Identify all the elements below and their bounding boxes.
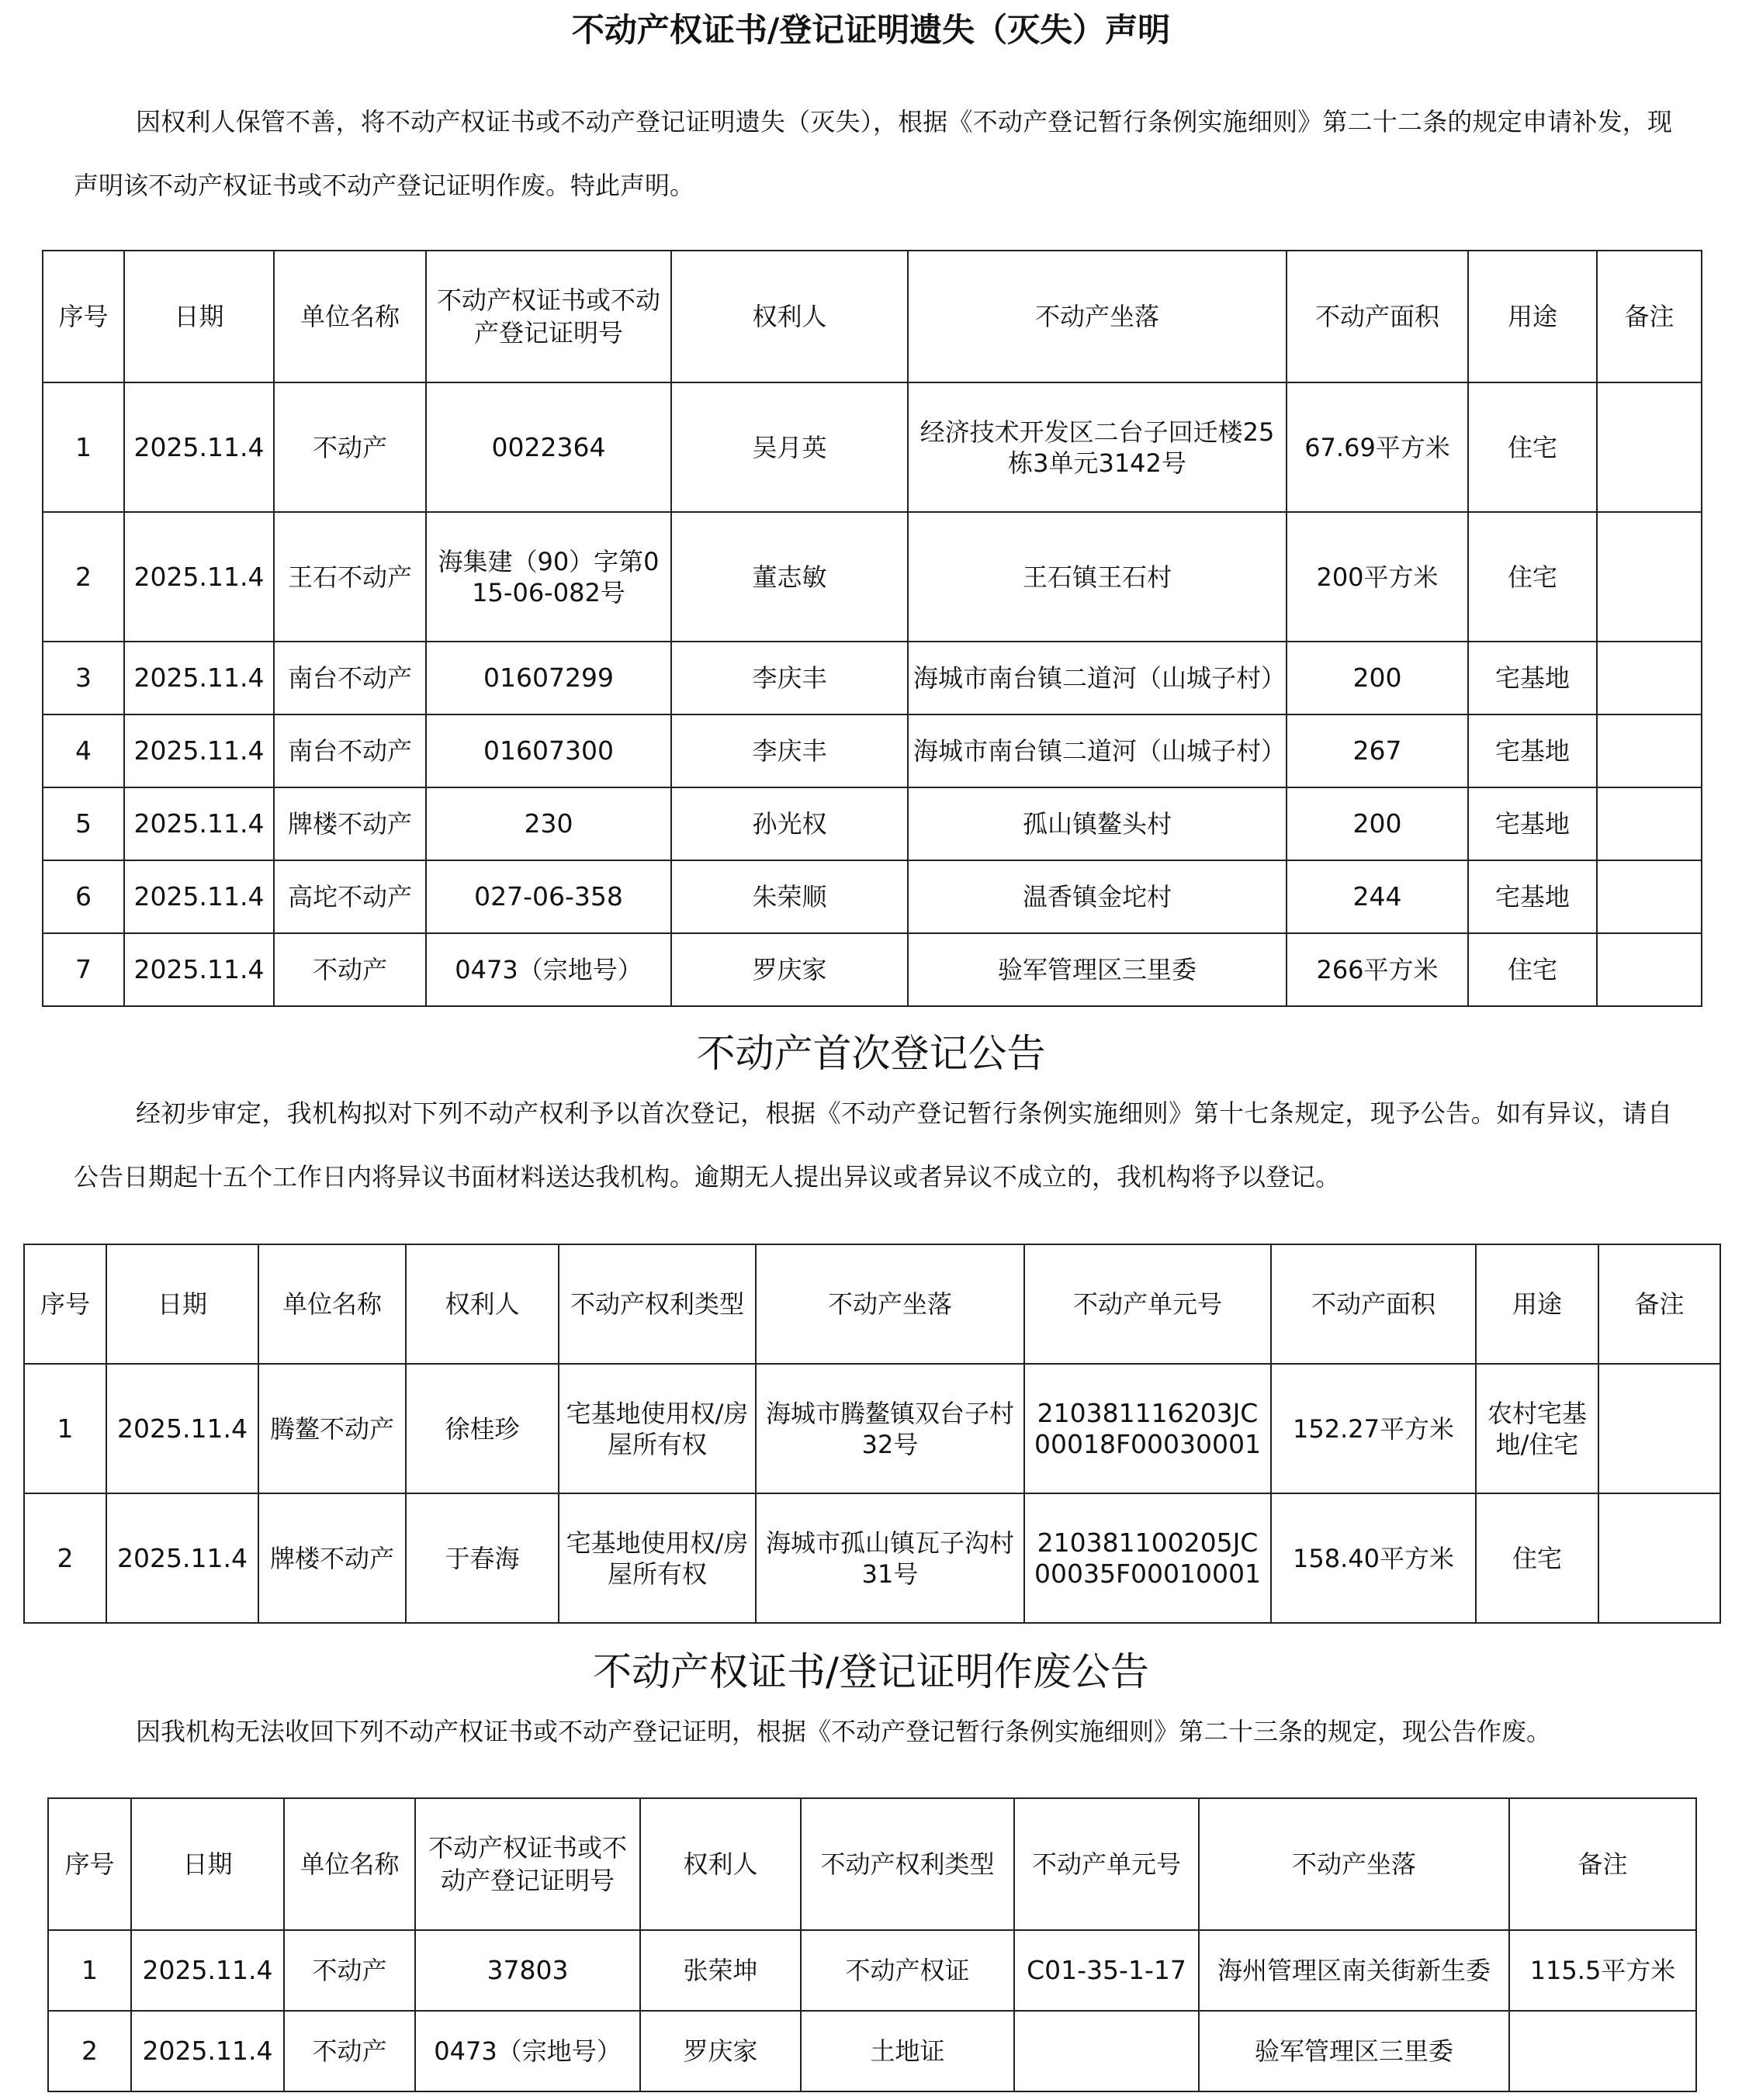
table-cell: 2025.11.4: [124, 642, 274, 714]
table-row: [43, 933, 1702, 1006]
table-row: [43, 714, 1702, 787]
header-cell: 不动产权利类型: [559, 1244, 756, 1364]
table-cell: 2025.11.4: [106, 1364, 258, 1493]
void-certificate-table: [47, 1797, 1697, 2092]
table-cell: 海城市南台镇二道河（山城子村）: [908, 714, 1287, 787]
table-cell: 温香镇金坨村: [908, 860, 1287, 933]
header-cell: 序号: [48, 1798, 131, 1930]
table-cell: 2025.11.4: [106, 1493, 258, 1623]
header-cell: 不动产坐落: [1199, 1798, 1509, 1930]
table-cell: 2025.11.4: [131, 2011, 284, 2091]
table-cell: 牌楼不动产: [258, 1493, 406, 1623]
table-cell: 2: [43, 512, 124, 642]
table-cell: 高坨不动产: [274, 860, 426, 933]
header-cell: 不动产单元号: [1014, 1798, 1199, 1930]
table-row: [43, 512, 1702, 642]
table-cell: 200: [1287, 642, 1468, 714]
table-cell: 海集建（90）字第015-06-082号: [426, 512, 671, 642]
table-cell: 王石镇王石村: [908, 512, 1287, 642]
table-cell: 2025.11.4: [124, 787, 274, 860]
table-cell: 2025.11.4: [124, 860, 274, 933]
table-cell: 2025.11.4: [124, 512, 274, 642]
table-cell: 罗庆家: [640, 2011, 801, 2091]
table-cell: [1597, 714, 1702, 787]
table-cell: 验军管理区三里委: [908, 933, 1287, 1006]
header-cell: 不动产权证书或不动产登记证明号: [415, 1798, 640, 1930]
table-row: [24, 1493, 1720, 1623]
table-header-row: [24, 1244, 1720, 1364]
first-registration-table: [23, 1244, 1721, 1624]
table-cell: 不动产: [284, 1930, 415, 2011]
table-cell: 宅基地: [1468, 860, 1597, 933]
table-cell: 0473（宗地号）: [426, 933, 671, 1006]
section1-paragraph: 因权利人保管不善，将不动产权证书或不动产登记证明遗失（灭失），根据《不动产登记暂行条例实施细则》第二十二条的规定申请补发，现声明该不动产权证书或不动产登记证明作废。特此声明。: [74, 107, 1672, 200]
table-cell: 67.69平方米: [1287, 382, 1468, 512]
lost-certificate-table: [42, 250, 1702, 1007]
table-cell: 152.27平方米: [1271, 1364, 1476, 1493]
table-cell: 住宅: [1468, 933, 1597, 1006]
table-cell: 经济技术开发区二台子回迁楼25栋3单元3142号: [908, 382, 1287, 512]
table-cell: 孙光权: [671, 787, 908, 860]
table-cell: 0022364: [426, 382, 671, 512]
table-cell: 朱荣顺: [671, 860, 908, 933]
table-cell: 海城市腾鳌镇双台子村32号: [756, 1364, 1024, 1493]
table-cell: 宅基地: [1468, 714, 1597, 787]
table-cell: 宅基地: [1468, 642, 1597, 714]
table-row: [43, 642, 1702, 714]
section1-title: 不动产权证书/登记证明遗失（灭失）声明: [571, 11, 1171, 49]
table-cell: [1597, 382, 1702, 512]
table-cell: 1: [24, 1364, 106, 1493]
table-cell: [1598, 1364, 1720, 1493]
table-row: [43, 787, 1702, 860]
header-cell: 备注: [1597, 251, 1702, 382]
table-cell: 37803: [415, 1930, 640, 2011]
table-cell: 244: [1287, 860, 1468, 933]
table-cell: 南台不动产: [274, 642, 426, 714]
table-cell: 吴月英: [671, 382, 908, 512]
table-cell: 2: [48, 2011, 131, 2091]
table-cell: 267: [1287, 714, 1468, 787]
table-cell: 01607299: [426, 642, 671, 714]
table-cell: 孤山镇鳌头村: [908, 787, 1287, 860]
table-cell: 海州管理区南关街新生委: [1199, 1930, 1509, 2011]
table-cell: 230: [426, 787, 671, 860]
table-cell: 1: [43, 382, 124, 512]
table-cell: 住宅: [1468, 512, 1597, 642]
header-cell: 序号: [24, 1244, 106, 1364]
table-cell: [1509, 2011, 1696, 2091]
table-cell: 验军管理区三里委: [1199, 2011, 1509, 2091]
header-cell: 权利人: [640, 1798, 801, 1930]
table-cell: 115.5平方米: [1509, 1930, 1696, 2011]
section3-paragraph: 因我机构无法收回下列不动产权证书或不动产登记证明，根据《不动产登记暂行条例实施细则》第二十三条的规定，现公告作废。: [136, 1717, 1552, 1746]
header-cell: 权利人: [406, 1244, 559, 1364]
table-cell: C01-35-1-17: [1014, 1930, 1199, 2011]
table-cell: 027-06-358: [426, 860, 671, 933]
table-cell: 不动产: [274, 382, 426, 512]
table-cell: 不动产: [284, 2011, 415, 2091]
header-cell: 不动产权证书或不动产登记证明号: [426, 251, 671, 382]
table-cell: 不动产: [274, 933, 426, 1006]
table-cell: [1598, 1493, 1720, 1623]
table-cell: 于春海: [406, 1493, 559, 1623]
table-cell: 200: [1287, 787, 1468, 860]
table-row: [48, 1930, 1696, 2011]
table-cell: 李庆丰: [671, 714, 908, 787]
table-header-row: [43, 251, 1702, 382]
table-cell: 2: [24, 1493, 106, 1623]
table-cell: 266平方米: [1287, 933, 1468, 1006]
table-cell: 宅基地: [1468, 787, 1597, 860]
table-cell: 腾鳌不动产: [258, 1364, 406, 1493]
header-cell: 单位名称: [284, 1798, 415, 1930]
table-cell: 海城市孤山镇瓦子沟村31号: [756, 1493, 1024, 1623]
table-row: [24, 1364, 1720, 1493]
table-cell: 土地证: [801, 2011, 1014, 2091]
table-cell: 农村宅基地/住宅: [1476, 1364, 1598, 1493]
table-cell: 牌楼不动产: [274, 787, 426, 860]
table-cell: [1597, 933, 1702, 1006]
table-cell: [1597, 512, 1702, 642]
table-cell: 2025.11.4: [124, 382, 274, 512]
table-cell: 2025.11.4: [131, 1930, 284, 2011]
header-cell: 不动产坐落: [908, 251, 1287, 382]
table-cell: 宅基地使用权/房屋所有权: [559, 1364, 756, 1493]
table-row: [48, 2011, 1696, 2091]
table-cell: 宅基地使用权/房屋所有权: [559, 1493, 756, 1623]
header-cell: 日期: [106, 1244, 258, 1364]
header-cell: 不动产单元号: [1024, 1244, 1271, 1364]
table-cell: 6: [43, 860, 124, 933]
table-cell: 0473（宗地号）: [415, 2011, 640, 2091]
section3-title: 不动产权证书/登记证明作废公告: [593, 1649, 1149, 1694]
table-cell: 南台不动产: [274, 714, 426, 787]
table-header-row: [48, 1798, 1696, 1930]
table-cell: 2025.11.4: [124, 933, 274, 1006]
table-cell: 210381100205JC00035F00010001: [1024, 1493, 1271, 1623]
table-cell: 海城市南台镇二道河（山城子村）: [908, 642, 1287, 714]
header-cell: 日期: [124, 251, 274, 382]
header-cell: 不动产权利类型: [801, 1798, 1014, 1930]
header-cell: 备注: [1598, 1244, 1720, 1364]
header-cell: 权利人: [671, 251, 908, 382]
table-cell: [1597, 787, 1702, 860]
header-cell: 序号: [43, 251, 124, 382]
header-cell: 用途: [1468, 251, 1597, 382]
table-cell: 王石不动产: [274, 512, 426, 642]
table-cell: [1597, 860, 1702, 933]
header-cell: 不动产面积: [1287, 251, 1468, 382]
table-cell: [1597, 642, 1702, 714]
table-row: [43, 382, 1702, 512]
header-cell: 不动产坐落: [756, 1244, 1024, 1364]
table-cell: 4: [43, 714, 124, 787]
table-cell: 住宅: [1476, 1493, 1598, 1623]
table-cell: 徐桂珍: [406, 1364, 559, 1493]
header-cell: 不动产面积: [1271, 1244, 1476, 1364]
table-cell: 不动产权证: [801, 1930, 1014, 2011]
table-row: [43, 860, 1702, 933]
header-cell: 备注: [1509, 1798, 1696, 1930]
table-cell: 158.40平方米: [1271, 1493, 1476, 1623]
table-cell: 张荣坤: [640, 1930, 801, 2011]
table-cell: 7: [43, 933, 124, 1006]
table-cell: 01607300: [426, 714, 671, 787]
section2-title: 不动产首次登记公告: [696, 1031, 1046, 1076]
table-cell: 住宅: [1468, 382, 1597, 512]
table-cell: 200平方米: [1287, 512, 1468, 642]
header-cell: 用途: [1476, 1244, 1598, 1364]
header-cell: 日期: [131, 1798, 284, 1930]
table-cell: 5: [43, 787, 124, 860]
section2-paragraph: 经初步审定，我机构拟对下列不动产权利予以首次登记，根据《不动产登记暂行条例实施细则》第十七条规定，现予公告。如有异议，请自公告日期起十五个工作日内将异议书面材料送达我机构。逾期无人提出异议或者异议不成立的，我机构将予以登记。: [74, 1098, 1672, 1192]
table-cell: 3: [43, 642, 124, 714]
header-cell: 单位名称: [258, 1244, 406, 1364]
table-cell: [1014, 2011, 1199, 2091]
header-cell: 单位名称: [274, 251, 426, 382]
table-cell: 罗庆家: [671, 933, 908, 1006]
table-cell: 210381116203JC00018F00030001: [1024, 1364, 1271, 1493]
table-cell: 董志敏: [671, 512, 908, 642]
table-cell: 1: [48, 1930, 131, 2011]
table-cell: 李庆丰: [671, 642, 908, 714]
table-cell: 2025.11.4: [124, 714, 274, 787]
